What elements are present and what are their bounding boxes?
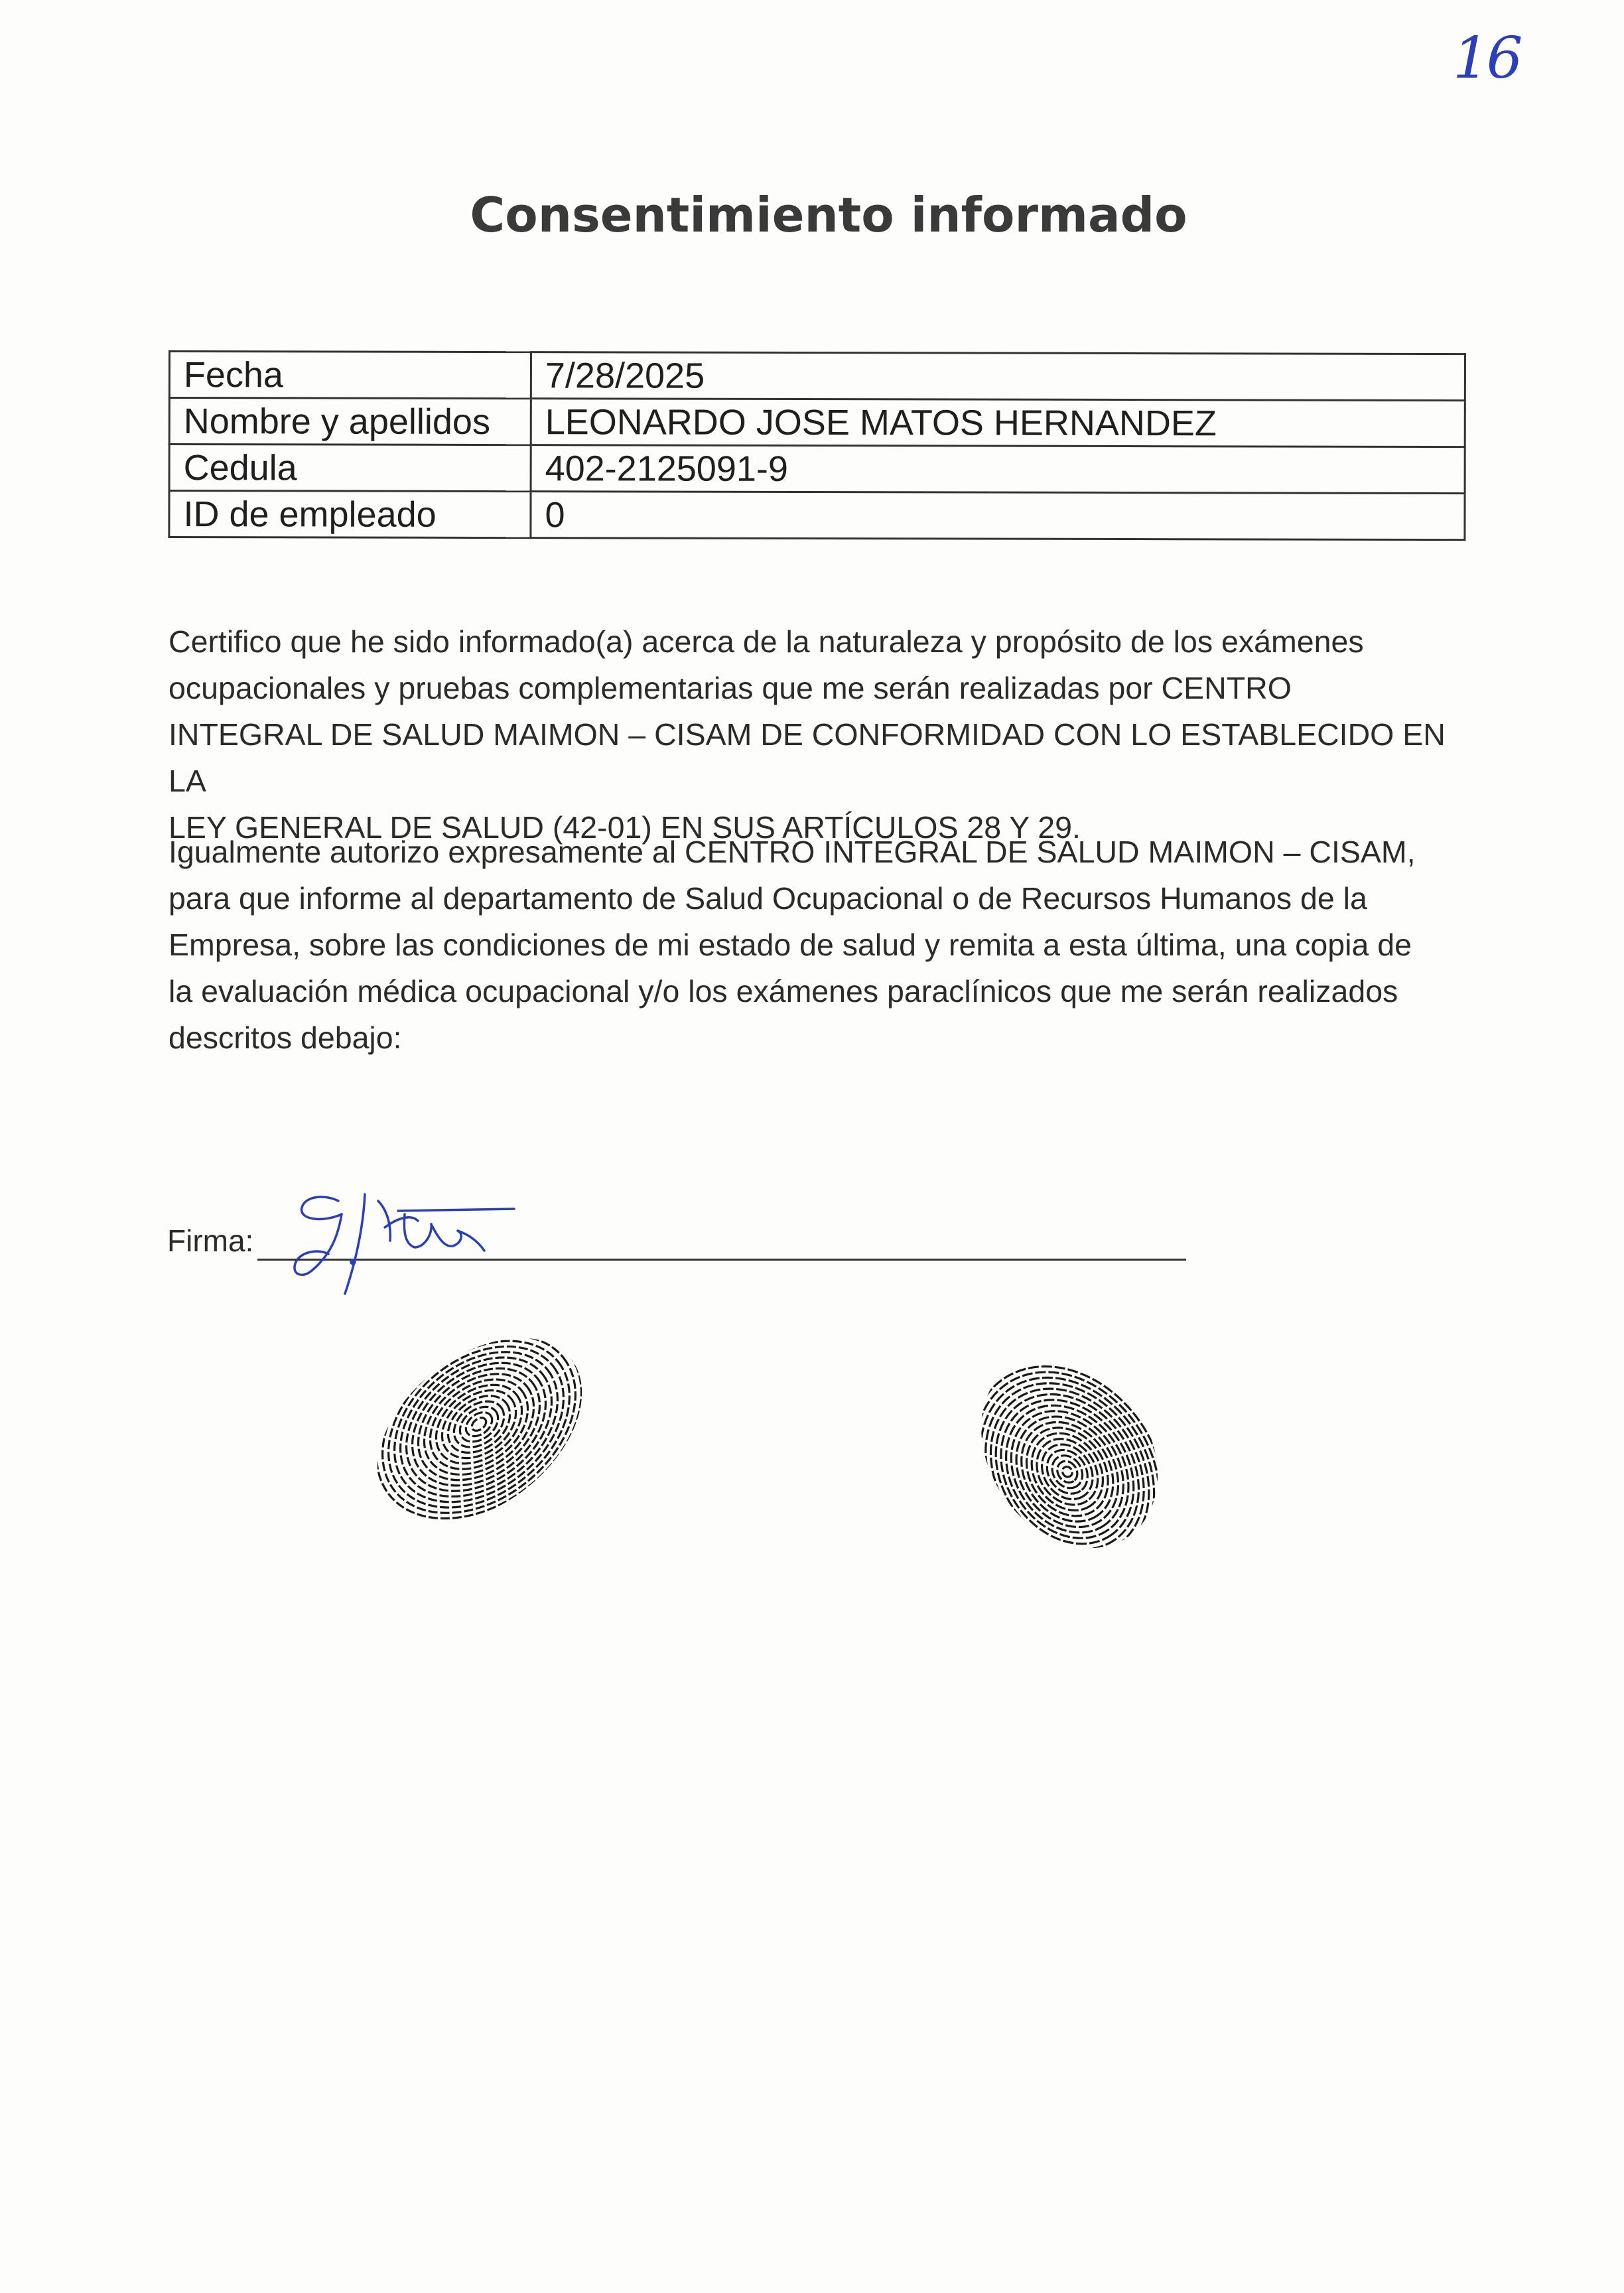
- paragraph-line: LEY GENERAL DE SALUD (42-01) EN SUS ARTÍCULOS 28 Y 29.: [169, 810, 1081, 845]
- table-label: Fecha: [169, 352, 531, 399]
- paragraph-line: Empresa, sobre las condiciones de mi estado de salud y remita a esta última, una copia de: [169, 928, 1412, 962]
- table-value: 0: [531, 492, 1465, 540]
- fingerprint-right: [969, 1346, 1170, 1558]
- table-label: ID de empleado: [169, 491, 531, 538]
- table-label: Cedula: [169, 445, 531, 492]
- handwritten-signature: [279, 1181, 531, 1300]
- table-row: [169, 352, 1465, 401]
- table-value: 402-2125091-9: [531, 445, 1465, 494]
- paragraph-line: INTEGRAL DE SALUD MAIMON – CISAM DE CONFORMIDAD CON LO ESTABLECIDO EN LA: [169, 717, 1446, 798]
- paragraph-line: Certifico que he sido informado(a) acerca de la naturaleza y propósito de los exámenes: [169, 624, 1364, 659]
- paragraph-line: la evaluación médica ocupacional y/o los exámenes paraclínicos que me serán realizados: [169, 974, 1398, 1008]
- authorization-paragraph: [169, 829, 1482, 1061]
- paragraph-line: descritos debajo:: [169, 1020, 402, 1055]
- table-row: [169, 398, 1465, 447]
- table-value: LEONARDO JOSE MATOS HERNANDEZ: [531, 399, 1465, 447]
- page-number: 16: [1453, 25, 1521, 92]
- paragraph-line: ocupacionales y pruebas complementarias que me serán realizadas por CENTRO: [169, 671, 1292, 705]
- table-row: [169, 445, 1465, 494]
- fingerprint-left: [365, 1326, 594, 1535]
- certification-paragraph: [169, 618, 1482, 851]
- signature-label: Firma:: [167, 1223, 254, 1258]
- info-table: [168, 350, 1466, 541]
- document-title: Consentimiento informado: [470, 187, 1187, 243]
- table-value: 7/28/2025: [531, 352, 1465, 401]
- table-row: [169, 491, 1465, 540]
- paragraph-line: para que informe al departamento de Salud Ocupacional o de Recursos Humanos de la: [169, 881, 1367, 916]
- table-label: Nombre y apellidos: [169, 398, 531, 445]
- paragraph-line: Igualmente autorizo expresamente al CENTRO INTEGRAL DE SALUD MAIMON – CISAM,: [169, 835, 1416, 869]
